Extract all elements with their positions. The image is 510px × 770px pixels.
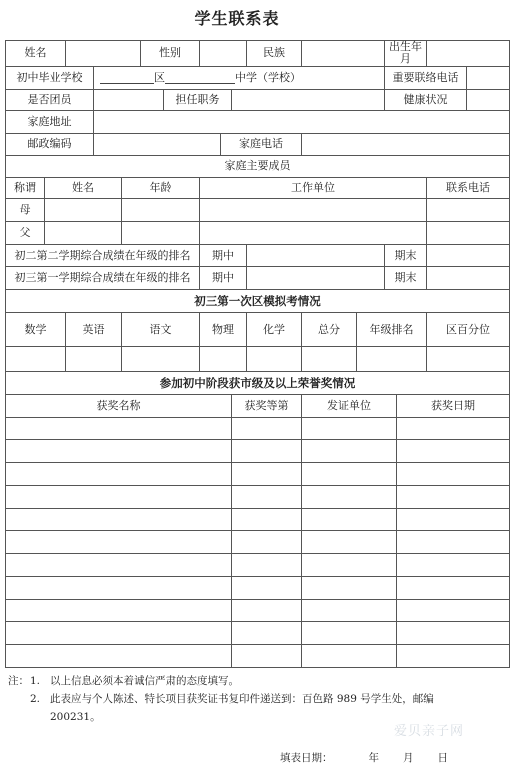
note-item-1 bbox=[8, 672, 468, 690]
page-title: 学生联系表 bbox=[194, 9, 280, 28]
award-date-field[interactable] bbox=[397, 531, 510, 554]
member-father: 父 bbox=[6, 221, 45, 244]
award-issuer-field[interactable] bbox=[302, 417, 397, 440]
award-row bbox=[6, 463, 510, 486]
award-row bbox=[6, 599, 510, 622]
award-date-field[interactable] bbox=[397, 485, 510, 508]
family-header-phone: 联系电话 bbox=[427, 177, 510, 199]
mock-header-math: 数学 bbox=[6, 312, 66, 346]
award-date-field[interactable] bbox=[397, 463, 510, 486]
award-date-field[interactable] bbox=[397, 599, 510, 622]
award-rows bbox=[6, 417, 510, 667]
mock-percentile-field[interactable] bbox=[427, 347, 510, 372]
award-level-field[interactable] bbox=[232, 531, 302, 554]
award-level-field[interactable] bbox=[232, 485, 302, 508]
health-field[interactable] bbox=[467, 89, 510, 111]
fill-date-label: 填表日期： bbox=[280, 752, 333, 764]
fill-date-year: 年 bbox=[368, 752, 379, 764]
awards-section-row bbox=[6, 371, 510, 394]
fill-date bbox=[280, 750, 448, 765]
ranking-row-2 bbox=[6, 267, 510, 290]
contact-phone-label: 重要联络电话 bbox=[385, 66, 467, 89]
award-name-field[interactable] bbox=[6, 599, 232, 622]
award-issuer-field[interactable] bbox=[302, 531, 397, 554]
father-work-field[interactable] bbox=[200, 221, 427, 244]
student-contact-table bbox=[5, 40, 510, 668]
award-level-field[interactable] bbox=[232, 645, 302, 668]
award-level-field[interactable] bbox=[232, 554, 302, 577]
family-header-row bbox=[6, 177, 510, 199]
mock-physics-field[interactable] bbox=[200, 347, 247, 372]
mock-header-percentile: 区百分位 bbox=[427, 312, 510, 346]
award-name-field[interactable] bbox=[6, 440, 232, 463]
mock-header-physics: 物理 bbox=[200, 312, 247, 346]
note-number: 1. bbox=[30, 675, 41, 687]
mock-math-field[interactable] bbox=[6, 347, 66, 372]
ranking-final-field-2[interactable] bbox=[427, 267, 510, 290]
postcode-field[interactable] bbox=[94, 134, 221, 156]
awards-header-level: 获奖等第 bbox=[232, 394, 302, 417]
ranking-label-2: 初三第一学期综合成绩在年级的排名 bbox=[6, 267, 200, 290]
ranking-final-label-2: 期末 bbox=[385, 267, 427, 290]
award-level-field[interactable] bbox=[232, 463, 302, 486]
name-field[interactable] bbox=[66, 41, 141, 67]
family-row-father bbox=[6, 221, 510, 244]
award-date-field[interactable] bbox=[397, 576, 510, 599]
mock-section-title: 初三第一次区模拟考情况 bbox=[6, 290, 510, 313]
father-age-field[interactable] bbox=[122, 221, 200, 244]
ranking-mid-label-1: 期中 bbox=[200, 244, 247, 267]
award-row bbox=[6, 417, 510, 440]
position-field[interactable] bbox=[232, 89, 385, 111]
award-issuer-field[interactable] bbox=[302, 554, 397, 577]
award-row bbox=[6, 508, 510, 531]
home-phone-field[interactable] bbox=[302, 134, 510, 156]
league-label: 是否团员 bbox=[6, 89, 94, 111]
award-issuer-field[interactable] bbox=[302, 508, 397, 531]
award-issuer-field[interactable] bbox=[302, 645, 397, 668]
middle-school-field[interactable] bbox=[94, 66, 385, 89]
fill-date-day: 日 bbox=[437, 752, 448, 764]
award-issuer-field[interactable] bbox=[302, 599, 397, 622]
ranking-row-1 bbox=[6, 244, 510, 267]
home-phone-label: 家庭电话 bbox=[221, 134, 302, 156]
award-issuer-field[interactable] bbox=[302, 463, 397, 486]
note-text: 此表应与个人陈述、特长项目获奖证书复印件递送到：百色路 989 号学生处，邮编 200231。 bbox=[50, 693, 434, 723]
notes bbox=[8, 672, 468, 726]
award-date-field[interactable] bbox=[397, 508, 510, 531]
mock-header-chemistry: 化学 bbox=[247, 312, 302, 346]
middle-school-label: 初中毕业学校 bbox=[6, 66, 94, 89]
note-text: 以上信息必须本着诚信严肃的态度填写。 bbox=[50, 675, 239, 687]
gender-label: 性别 bbox=[141, 41, 200, 67]
ranking-mid-label-2: 期中 bbox=[200, 267, 247, 290]
mock-header-rank: 年级排名 bbox=[357, 312, 427, 346]
school-row bbox=[6, 66, 510, 89]
award-name-field[interactable] bbox=[6, 645, 232, 668]
award-date-field[interactable] bbox=[397, 554, 510, 577]
family-row-mother bbox=[6, 199, 510, 222]
ranking-final-field-1[interactable] bbox=[427, 244, 510, 267]
awards-header-date: 获奖日期 bbox=[397, 394, 510, 417]
family-header-work: 工作单位 bbox=[200, 177, 427, 199]
family-section-row bbox=[6, 155, 510, 177]
mock-header-english: 英语 bbox=[66, 312, 122, 346]
award-date-field[interactable] bbox=[397, 622, 510, 645]
mock-header-row bbox=[6, 312, 510, 346]
address-label: 家庭地址 bbox=[6, 111, 94, 134]
award-name-field[interactable] bbox=[6, 554, 232, 577]
award-row bbox=[6, 622, 510, 645]
contact-phone-field[interactable] bbox=[467, 66, 510, 89]
father-phone-field[interactable] bbox=[427, 221, 510, 244]
gender-field[interactable] bbox=[200, 41, 247, 67]
award-date-field[interactable] bbox=[397, 417, 510, 440]
awards-section-title: 参加初中阶段获市级及以上荣誉奖情况 bbox=[6, 371, 510, 394]
mother-age-field[interactable] bbox=[122, 199, 200, 222]
mother-work-field[interactable] bbox=[200, 199, 427, 222]
health-label: 健康状况 bbox=[385, 89, 467, 111]
birth-field[interactable] bbox=[427, 41, 510, 67]
ethnicity-label: 民族 bbox=[247, 41, 302, 67]
status-row bbox=[6, 89, 510, 111]
award-name-field[interactable] bbox=[6, 576, 232, 599]
family-header-name: 姓名 bbox=[45, 177, 122, 199]
award-issuer-field[interactable] bbox=[302, 622, 397, 645]
district-text: 区 bbox=[154, 70, 165, 84]
award-name-field[interactable] bbox=[6, 463, 232, 486]
award-row bbox=[6, 485, 510, 508]
award-name-field[interactable] bbox=[6, 485, 232, 508]
mock-header-chinese: 语文 bbox=[122, 312, 200, 346]
name-label: 姓名 bbox=[6, 41, 66, 67]
award-name-field[interactable] bbox=[6, 622, 232, 645]
mock-chemistry-field[interactable] bbox=[247, 347, 302, 372]
award-level-field[interactable] bbox=[232, 440, 302, 463]
ranking-mid-field-1[interactable] bbox=[247, 244, 385, 267]
award-name-field[interactable] bbox=[6, 417, 232, 440]
watermark: 爱贝亲子网 bbox=[393, 724, 464, 739]
district-blank[interactable] bbox=[100, 72, 154, 84]
school-suffix-text: 中学（学校） bbox=[235, 70, 301, 84]
award-issuer-field[interactable] bbox=[302, 485, 397, 508]
awards-header-issuer: 发证单位 bbox=[302, 394, 397, 417]
postcode-row bbox=[6, 134, 510, 156]
address-row bbox=[6, 111, 510, 134]
award-date-field[interactable] bbox=[397, 645, 510, 668]
note-prefix: 注： bbox=[8, 675, 29, 687]
mock-section-row bbox=[6, 290, 510, 313]
father-name-field[interactable] bbox=[45, 221, 122, 244]
family-header-age: 年龄 bbox=[122, 177, 200, 199]
award-name-field[interactable] bbox=[6, 508, 232, 531]
basic-row-1 bbox=[6, 41, 510, 67]
school-blank[interactable] bbox=[165, 72, 235, 84]
address-field[interactable] bbox=[94, 111, 510, 134]
mock-header-total: 总分 bbox=[302, 312, 357, 346]
award-row bbox=[6, 645, 510, 668]
member-mother: 母 bbox=[6, 199, 45, 222]
award-level-field[interactable] bbox=[232, 622, 302, 645]
ranking-mid-field-2[interactable] bbox=[247, 267, 385, 290]
award-name-field[interactable] bbox=[6, 531, 232, 554]
award-level-field[interactable] bbox=[232, 576, 302, 599]
birth-label: 出生年月 bbox=[385, 41, 427, 67]
award-row bbox=[6, 440, 510, 463]
award-issuer-field[interactable] bbox=[302, 576, 397, 599]
position-label: 担任职务 bbox=[164, 89, 232, 111]
mother-name-field[interactable] bbox=[45, 199, 122, 222]
awards-header-name: 获奖名称 bbox=[6, 394, 232, 417]
award-row bbox=[6, 531, 510, 554]
award-row bbox=[6, 554, 510, 577]
mock-value-row bbox=[6, 347, 510, 372]
award-level-field[interactable] bbox=[232, 599, 302, 622]
mock-chinese-field[interactable] bbox=[122, 347, 200, 372]
award-issuer-field[interactable] bbox=[302, 440, 397, 463]
ranking-label-1: 初二第二学期综合成绩在年级的排名 bbox=[6, 244, 200, 267]
fill-date-month: 月 bbox=[403, 752, 414, 764]
ranking-final-label-1: 期末 bbox=[385, 244, 427, 267]
mother-phone-field[interactable] bbox=[427, 199, 510, 222]
mock-english-field[interactable] bbox=[66, 347, 122, 372]
award-level-field[interactable] bbox=[232, 417, 302, 440]
family-header-relation: 称谓 bbox=[6, 177, 45, 199]
ethnicity-field[interactable] bbox=[302, 41, 385, 67]
award-date-field[interactable] bbox=[397, 440, 510, 463]
league-field[interactable] bbox=[94, 89, 164, 111]
postcode-label: 邮政编码 bbox=[6, 134, 94, 156]
award-row bbox=[6, 576, 510, 599]
mock-total-field[interactable] bbox=[302, 347, 357, 372]
family-section-title: 家庭主要成员 bbox=[6, 155, 510, 177]
mock-rank-field[interactable] bbox=[357, 347, 427, 372]
award-level-field[interactable] bbox=[232, 508, 302, 531]
awards-header-row bbox=[6, 394, 510, 417]
note-number: 2. bbox=[30, 693, 41, 705]
